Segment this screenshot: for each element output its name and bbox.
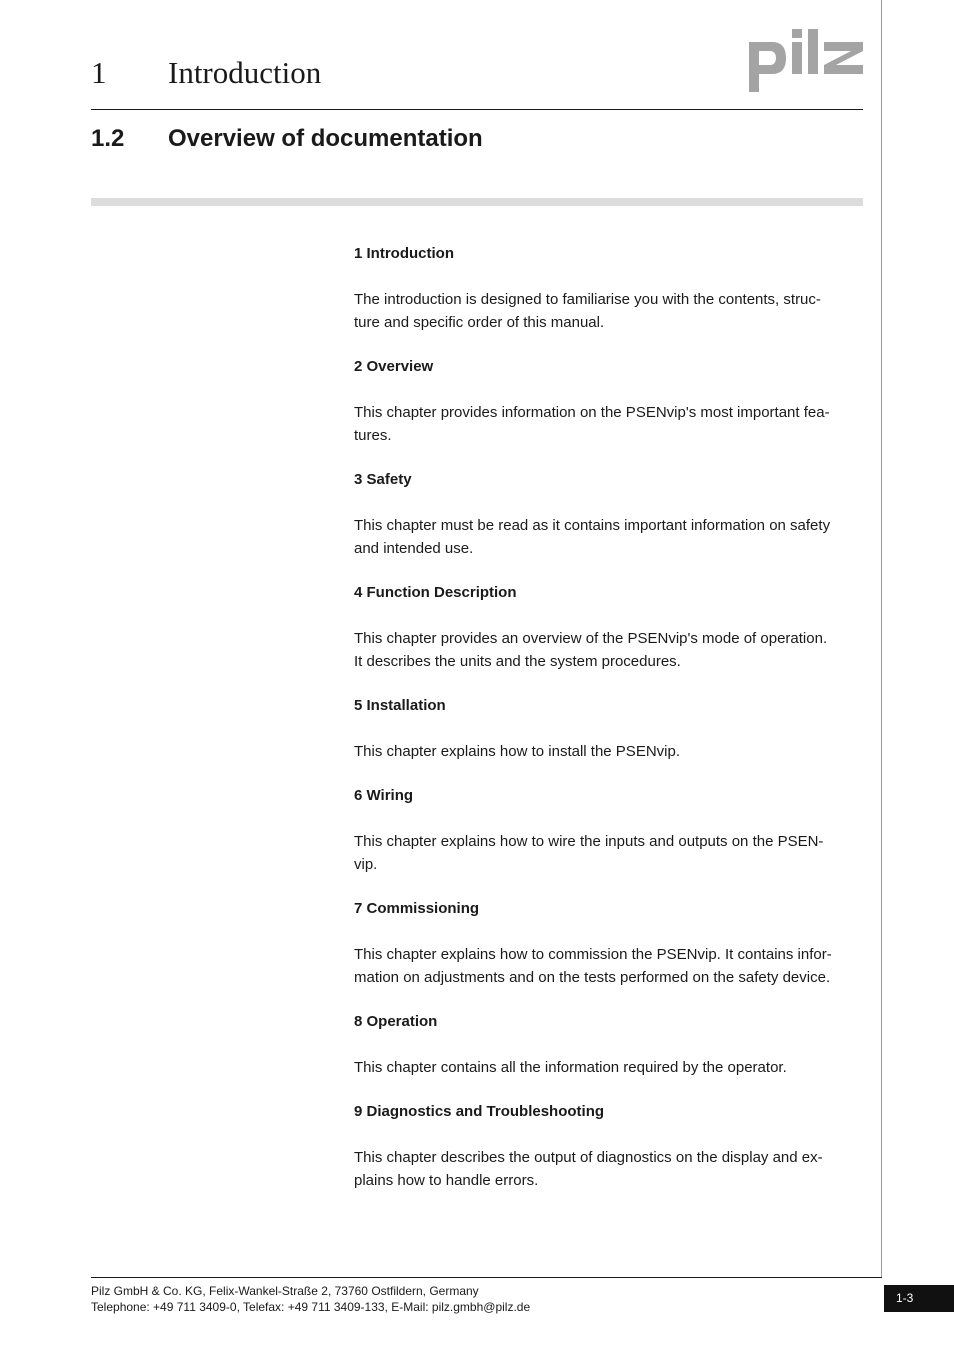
list-item <box>354 785 864 876</box>
right-margin-rule <box>881 0 882 1277</box>
list-item <box>354 1101 864 1192</box>
entry-text: This chapter contains all the information required by the operator. <box>354 1059 787 1076</box>
list-item <box>354 469 864 560</box>
entry-text: This chapter provides an overview of the PSENvip's mode of operation. It describes the units and the system procedures. <box>354 630 828 670</box>
chapter-number: 1 <box>91 55 107 90</box>
footer-rule <box>91 1277 882 1278</box>
entry-title: 2 Overview <box>354 358 434 375</box>
list-item <box>354 243 864 334</box>
entry-title: 5 Installation <box>354 697 446 714</box>
footer-contact-line: Telephone: +49 711 3409-0, Telefax: +49 711 3409-133, E-Mail: pilz.gmbh@pilz.de <box>91 1300 531 1314</box>
footer-address <box>91 1283 530 1315</box>
entry-title: 6 Wiring <box>354 787 414 804</box>
list-item <box>354 356 864 447</box>
section-divider-bar <box>91 198 863 206</box>
entry-text: This chapter explains how to commission the PSENvip. It contains infor- mation on adjustments and on the tests performed on the safety device. <box>354 946 832 986</box>
chapter-title: Introduction <box>168 55 322 90</box>
list-item <box>354 695 864 763</box>
chapter-overview-list <box>354 243 864 1214</box>
list-item <box>354 582 864 673</box>
page-number: 1-3 <box>884 1285 954 1312</box>
entry-text: This chapter provides information on the PSENvip's most important fea- tures. <box>354 404 830 444</box>
footer-company-line: Pilz GmbH & Co. KG, Felix-Wankel-Straße 2, 73760 Ostfildern, Germany <box>91 1284 479 1298</box>
entry-text: This chapter explains how to install the PSENvip. <box>354 743 680 760</box>
list-item <box>354 1011 864 1079</box>
entry-text: This chapter explains how to wire the inputs and outputs on the PSEN- vip. <box>354 833 824 873</box>
section-number: 1.2 <box>91 125 125 152</box>
entry-text: The introduction is designed to familiarise you with the contents, struc- ture and specific order of this manual. <box>354 291 821 331</box>
header-rule <box>91 109 863 110</box>
entry-text: This chapter describes the output of diagnostics on the display and ex- plains how to handle errors. <box>354 1149 823 1189</box>
entry-title: 3 Safety <box>354 471 412 488</box>
section-title: Overview of documentation <box>168 125 483 152</box>
entry-title: 7 Commissioning <box>354 900 480 917</box>
list-item <box>354 898 864 989</box>
entry-title: 1 Introduction <box>354 245 454 262</box>
pilz-logo <box>748 28 864 94</box>
entry-text: This chapter must be read as it contains important information on safety and intended use. <box>354 517 831 557</box>
entry-title: 4 Function Description <box>354 584 517 601</box>
entry-title: 9 Diagnostics and Troubleshooting <box>354 1103 605 1120</box>
entry-title: 8 Operation <box>354 1013 438 1030</box>
